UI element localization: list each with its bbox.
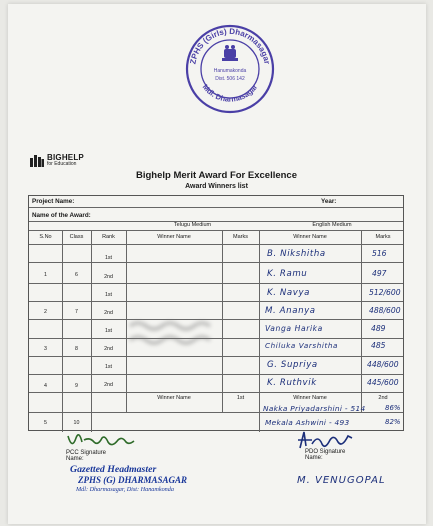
row-sno: 5 xyxy=(44,420,47,426)
winner-name: B. Nikshitha xyxy=(267,249,326,259)
pcc-signature-block xyxy=(66,450,106,462)
award-winners-table xyxy=(28,195,404,431)
class10-percent-2: 82% xyxy=(385,418,401,426)
winner-marks: 488/600 xyxy=(369,306,401,315)
logo-tagline: for Education xyxy=(47,161,77,167)
row-rank: 2nd xyxy=(104,274,113,280)
winner-name: G. Supriya xyxy=(267,360,318,370)
gazetted-headmaster-stamp xyxy=(70,464,187,493)
english-winner-header: Winner Name xyxy=(293,234,327,240)
winner-name: K. Ruthvik xyxy=(267,378,317,388)
row-sno: 3 xyxy=(44,346,47,352)
winner-name: Vanga Harika xyxy=(265,324,323,333)
svg-text:Dist. 506 142: Dist. 506 142 xyxy=(215,76,245,82)
last-row-second-header: 2nd xyxy=(378,395,388,401)
class10-percent-1: 86% xyxy=(385,404,401,412)
winner-name: Chiluka Varshitha xyxy=(265,341,339,350)
sno-header: S.No xyxy=(39,234,52,240)
winner-marks: 489 xyxy=(371,324,386,333)
winner-marks: 485 xyxy=(371,341,386,350)
class10-winner-1: Nakka Priyadarshini - 514 xyxy=(263,404,366,413)
row-rank: 1st xyxy=(104,364,113,370)
row-rank: 2nd xyxy=(104,310,113,316)
project-name-label: Project Name: xyxy=(32,198,75,205)
gazetted-line-2: ZPHS (G) DHARMASAGAR xyxy=(78,475,188,486)
row-rank: 2nd xyxy=(104,382,113,388)
row-class: 8 xyxy=(75,346,78,352)
class-header: Class xyxy=(69,234,84,240)
rank-header: Rank xyxy=(102,234,115,240)
winner-name: M. Ananya xyxy=(265,306,316,316)
class10-winner-2: Mekala Ashwini - 493 xyxy=(265,418,350,427)
winner-marks: 445/600 xyxy=(367,378,399,387)
row-rank: 1st xyxy=(104,328,113,334)
pdo-signature-label: PDO Signature xyxy=(305,449,346,455)
winner-marks: 448/600 xyxy=(367,360,399,369)
pcc-signature-label: PCC Signature xyxy=(66,450,107,456)
pdo-name: M. VENUGOPAL xyxy=(297,475,386,486)
row-rank: 2nd xyxy=(104,346,113,352)
svg-text:ZPHS (Girls) Dharmasagar: ZPHS (Girls) Dharmasagar xyxy=(188,26,272,65)
row-sno: 1 xyxy=(44,272,47,278)
pcc-handwritten-signature xyxy=(66,430,138,452)
document-title: Bighelp Merit Award For Excellence xyxy=(135,170,298,181)
row-class: 6 xyxy=(75,272,78,278)
blurred-telugu-names xyxy=(128,316,212,346)
last-row-first-header: 1st xyxy=(236,395,245,401)
winner-name: K. Ramu xyxy=(267,269,308,279)
row-class: 7 xyxy=(75,309,78,315)
row-rank: 1st xyxy=(104,255,113,261)
row-rank: 1st xyxy=(104,292,113,298)
last-row-winner-header: Winner Name xyxy=(157,395,191,401)
last-row-winner-header-2: Winner Name xyxy=(293,395,327,401)
pdo-signature-block xyxy=(305,449,345,461)
english-marks-header: Marks xyxy=(375,234,391,240)
telugu-winner-header: Winner Name xyxy=(157,234,191,240)
winner-marks: 497 xyxy=(372,269,387,278)
gazetted-line-3: Mdl: Dharmasagar, Dist: Hanamkonda xyxy=(76,485,174,493)
winner-name: K. Navya xyxy=(267,288,311,298)
svg-text:Mdl. Dharmasagar: Mdl. Dharmasagar xyxy=(200,82,260,104)
winner-marks: 516 xyxy=(372,249,387,258)
logo-name: BIGHELP xyxy=(47,153,84,162)
winner-marks: 512/600 xyxy=(369,288,401,297)
pdo-name-label: Name: xyxy=(305,455,323,461)
telugu-marks-header: Marks xyxy=(233,234,248,240)
svg-text:Hanumakonda: Hanumakonda xyxy=(213,68,247,74)
award-name-label: Name of the Award: xyxy=(32,212,91,219)
bighelp-logo xyxy=(30,154,84,167)
gazetted-line-1: Gazetted Headmaster xyxy=(70,464,157,475)
year-label: Year: xyxy=(321,198,337,205)
row-sno: 4 xyxy=(44,383,47,389)
row-class: 9 xyxy=(75,383,78,389)
row-class: 10 xyxy=(73,420,80,426)
document-subtitle: Award Winners list xyxy=(185,183,248,190)
book-icon xyxy=(30,155,44,167)
telugu-medium-header: Telugu Medium xyxy=(173,222,212,228)
row-sno: 2 xyxy=(44,309,47,315)
pcc-name-label: Name: xyxy=(66,456,84,462)
english-medium-header: English Medium xyxy=(312,222,352,228)
school-seal-stamp xyxy=(183,22,277,116)
